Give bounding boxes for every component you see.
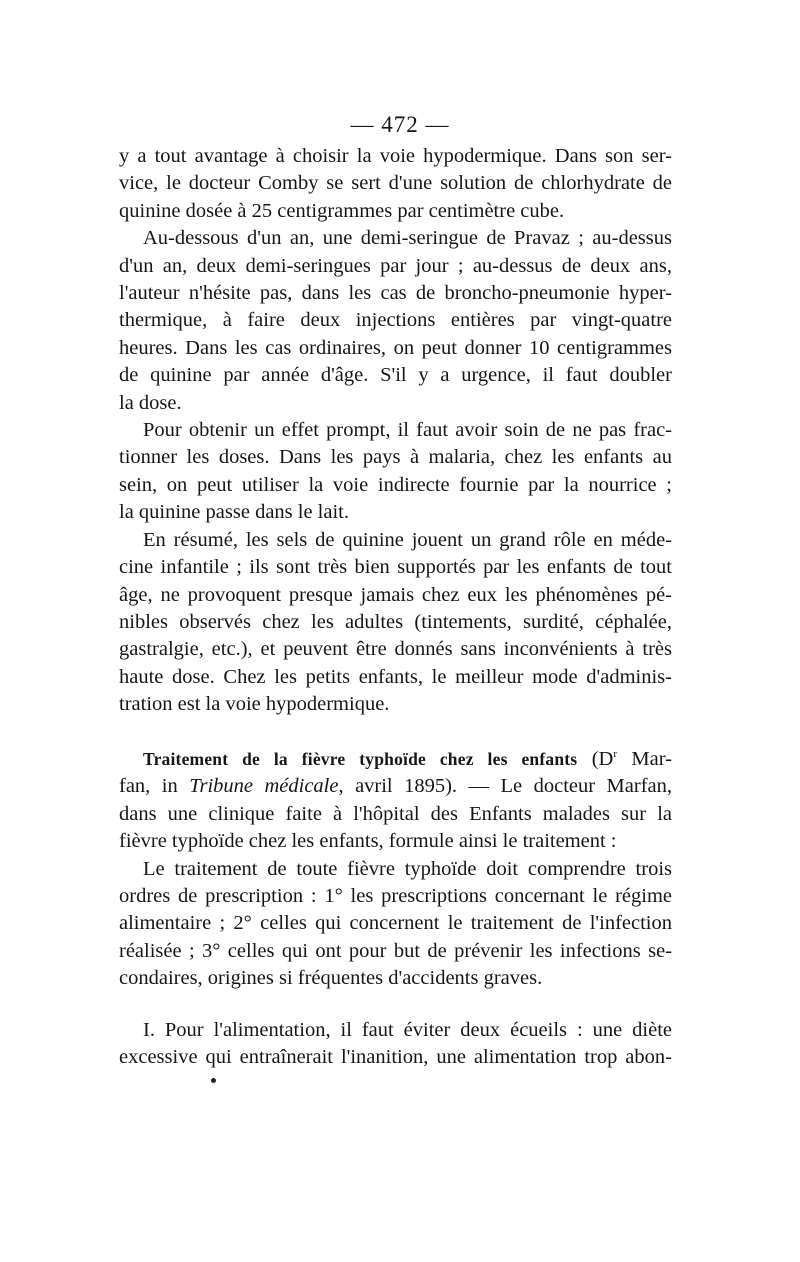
text-line: Le traitement de toute fièvre typhoïde doit comprendre trois xyxy=(143,857,672,880)
ref-text: , avril 1895). — Le docteur Marfan, xyxy=(338,775,672,798)
text-line: condaires, origines si fréquentes d'accidents graves. xyxy=(119,967,543,990)
text-line: excessive qui entraînerait l'inanition, une alimentation trop abon- xyxy=(119,1045,672,1068)
text-line: haute dose. Chez les petits enfants, le meilleur mode d'adminis- xyxy=(119,665,672,688)
section-title: Traitement de la fièvre typhoïde chez les enfants xyxy=(143,748,578,769)
text-line: dans une clinique faite à l'hôpital des Enfants malades sur la xyxy=(119,802,672,825)
text-line: sein, on peut utiliser la voie indirecte fournie par la nourrice ; xyxy=(119,473,672,496)
journal-title: Tribune médicale xyxy=(189,775,339,798)
ref-text: fan, in xyxy=(119,775,190,798)
paragraph-spacer xyxy=(119,993,672,1017)
ref-superscript: r xyxy=(613,748,618,761)
text-line: réalisée ; 3° celles qui ont pour but de prévenir les infections se- xyxy=(119,939,672,962)
text-line: tionner les doses. Dans les pays à malaria, chez les enfants au xyxy=(119,446,672,469)
text-line: y a tout avantage à choisir la voie hypodermique. Dans son ser- xyxy=(119,145,672,167)
text-line: vice, le docteur Comby se sert d'une solution de chlorhydrate de xyxy=(119,172,672,195)
text-line: Au-dessous d'un an, une demi-seringue de Pravaz ; au-dessus xyxy=(143,227,672,250)
section-spacer xyxy=(119,719,672,746)
ink-dot xyxy=(211,1078,216,1083)
paragraph xyxy=(119,856,672,993)
text-line: ordres de prescription : 1° les prescriptions concernant le régime xyxy=(119,884,672,907)
text-line: la dose. xyxy=(119,391,182,414)
text-line: fièvre typhoïde chez les enfants, formule ainsi le traitement : xyxy=(119,830,617,853)
body-text xyxy=(119,143,672,1071)
text-line: Pour obtenir un effet prompt, il faut avoir soin de ne pas frac- xyxy=(143,419,672,442)
text-line: de quinine par année d'âge. S'il y a urgence, il faut doubler xyxy=(119,364,672,387)
text-line: cine infantile ; ils sont très bien supportés par les enfants de tout xyxy=(119,556,672,579)
text-line: la quinine passe dans le lait. xyxy=(119,501,349,524)
section-intro xyxy=(119,746,672,856)
section-heading-line xyxy=(119,746,672,773)
page-number: — 472 — xyxy=(350,112,450,137)
text-line: heures. Dans les cas ordinaires, on peut donner 10 centigrammes xyxy=(119,336,672,359)
text-line: âge, ne provoquent presque jamais chez eux les phénomènes pé- xyxy=(119,583,672,606)
text-line xyxy=(119,773,672,800)
text-line: gastralgie, etc.), et peuvent être donnés sans inconvénients à très xyxy=(119,638,672,661)
paragraph xyxy=(119,417,672,527)
paragraph xyxy=(119,143,672,225)
text-line: l'auteur n'hésite pas, dans les cas de broncho-pneumonie hyper- xyxy=(119,282,672,305)
paragraph xyxy=(119,527,672,719)
ref-rest: Mar- xyxy=(617,747,672,770)
text-line: thermique, à faire deux injections entières par vingt-quatre xyxy=(119,309,672,332)
text-line: alimentaire ; 2° celles qui concernent le traitement de l'infection xyxy=(119,912,672,935)
text-line: d'un an, deux demi-seringues par jour ; au-dessus de deux ans, xyxy=(119,254,672,277)
text-line: En résumé, les sels de quinine jouent un grand rôle en méde- xyxy=(143,528,672,551)
paragraph xyxy=(119,225,672,417)
paragraph xyxy=(119,1017,672,1072)
text-line: quinine dosée à 25 centigrammes par centimètre cube. xyxy=(119,199,565,222)
ref-open: (D xyxy=(577,747,614,770)
text-line: tration est la voie hypodermique. xyxy=(119,693,390,716)
text-line: nibles observés chez les adultes (tintements, surdité, céphalée, xyxy=(119,610,672,633)
text-line: I. Pour l'alimentation, il faut éviter deux écueils : une diète xyxy=(143,1018,672,1041)
